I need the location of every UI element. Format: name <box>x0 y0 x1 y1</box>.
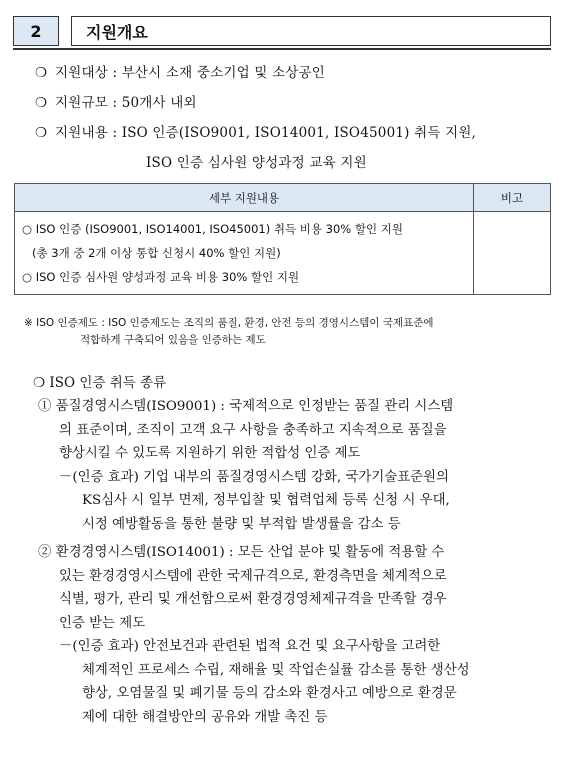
bullet-circle-icon: ❍ <box>35 65 48 81</box>
table-row: ○ ISO 인증 (ISO9001, ISO14001, ISO45001) 취득 비용 30% 할인 지원 <box>22 222 403 236</box>
bullet-circle-icon: ❍ <box>35 125 48 141</box>
iso14001-item: ② 환경경영시스템(ISO14001) : 모든 산업 분야 및 활동에 적용할 수 있는 환경경영시스템에 관한 국제규격으로, 환경측면을 체계적으로 식별, 평가, 관리 및 개선함으로써 환경경영체제규격을 만족할 경우 인증 받는 제도 －(인증 효과) 안전보건과 관련된 법적 요건 및 요구사항을 고려한 체계적인 프로세스 수립, 재해율 및 작업손실률 감소를 통한 생산성 향상, 오염물질 및 폐기물 등의 감소와 환경사고 예방으로 환경문 제에 대한 해결방안의 공유와 개발 촉진 등 <box>38 545 470 725</box>
table-cell-remark <box>474 212 551 295</box>
table-row: ○ ISO 인증 심사원 양성과정 교육 비용 30% 할인 지원 <box>22 270 300 284</box>
support-detail-table <box>14 183 551 295</box>
bullet-content: ❍ 지원내용 : ISO 인증(ISO9001, ISO14001, ISO45001) 취득 지원, <box>35 125 477 141</box>
bullet-circle-icon: ❍ <box>35 95 48 111</box>
bullet-target: ❍ 지원대상 : 부산시 소재 중소기업 및 소상공인 <box>35 65 326 81</box>
iso-types-heading: ❍ ISO 인증 취득 종류 <box>33 375 167 391</box>
item-marker: ② <box>38 545 52 560</box>
header-underline <box>13 44 551 50</box>
item-marker: ① <box>38 399 52 414</box>
table-header-detail: 세부 지원내용 <box>15 184 474 212</box>
section-title: 지원개요 <box>71 16 551 46</box>
iso-note: ※ ISO 인증제도 : ISO 인증제도는 조직의 품질, 환경, 안전 등의 경영시스템이 국제표준에 적합하게 구축되어 있음을 인증하는 제도 <box>24 317 434 346</box>
table-cell-detail <box>15 212 474 295</box>
table-header-remark: 비고 <box>474 184 551 212</box>
iso9001-item: ① 품질경영시스템(ISO9001) : 국제적으로 인정받는 품질 관리 시스템 의 표준이며, 조직이 고객 요구 사항을 충족하고 지속적으로 품질을 향상시킬 수 있도록 지원하기 위한 적합성 인증 제도 －(인증 효과) 기업 내부의 품질경영시스템 강화, 국가기술표준원의 KS심사 시 일부 면제, 정부입찰 및 협력업체 등록 신청 시 우대, 시정 예방활동을 통한 불량 및 부적합 발생률을 감소 등 <box>38 399 454 532</box>
section-number: 2 <box>13 16 59 46</box>
bullet-scale: ❍ 지원규모 : 50개사 내외 <box>35 95 197 111</box>
bullet-content-continuation: ISO 인증 심사원 양성과정 교육 지원 <box>146 155 367 171</box>
table-row: (총 3개 중 2개 이상 통합 신청시 40% 할인 지원) <box>32 246 281 260</box>
section-header <box>13 16 551 46</box>
